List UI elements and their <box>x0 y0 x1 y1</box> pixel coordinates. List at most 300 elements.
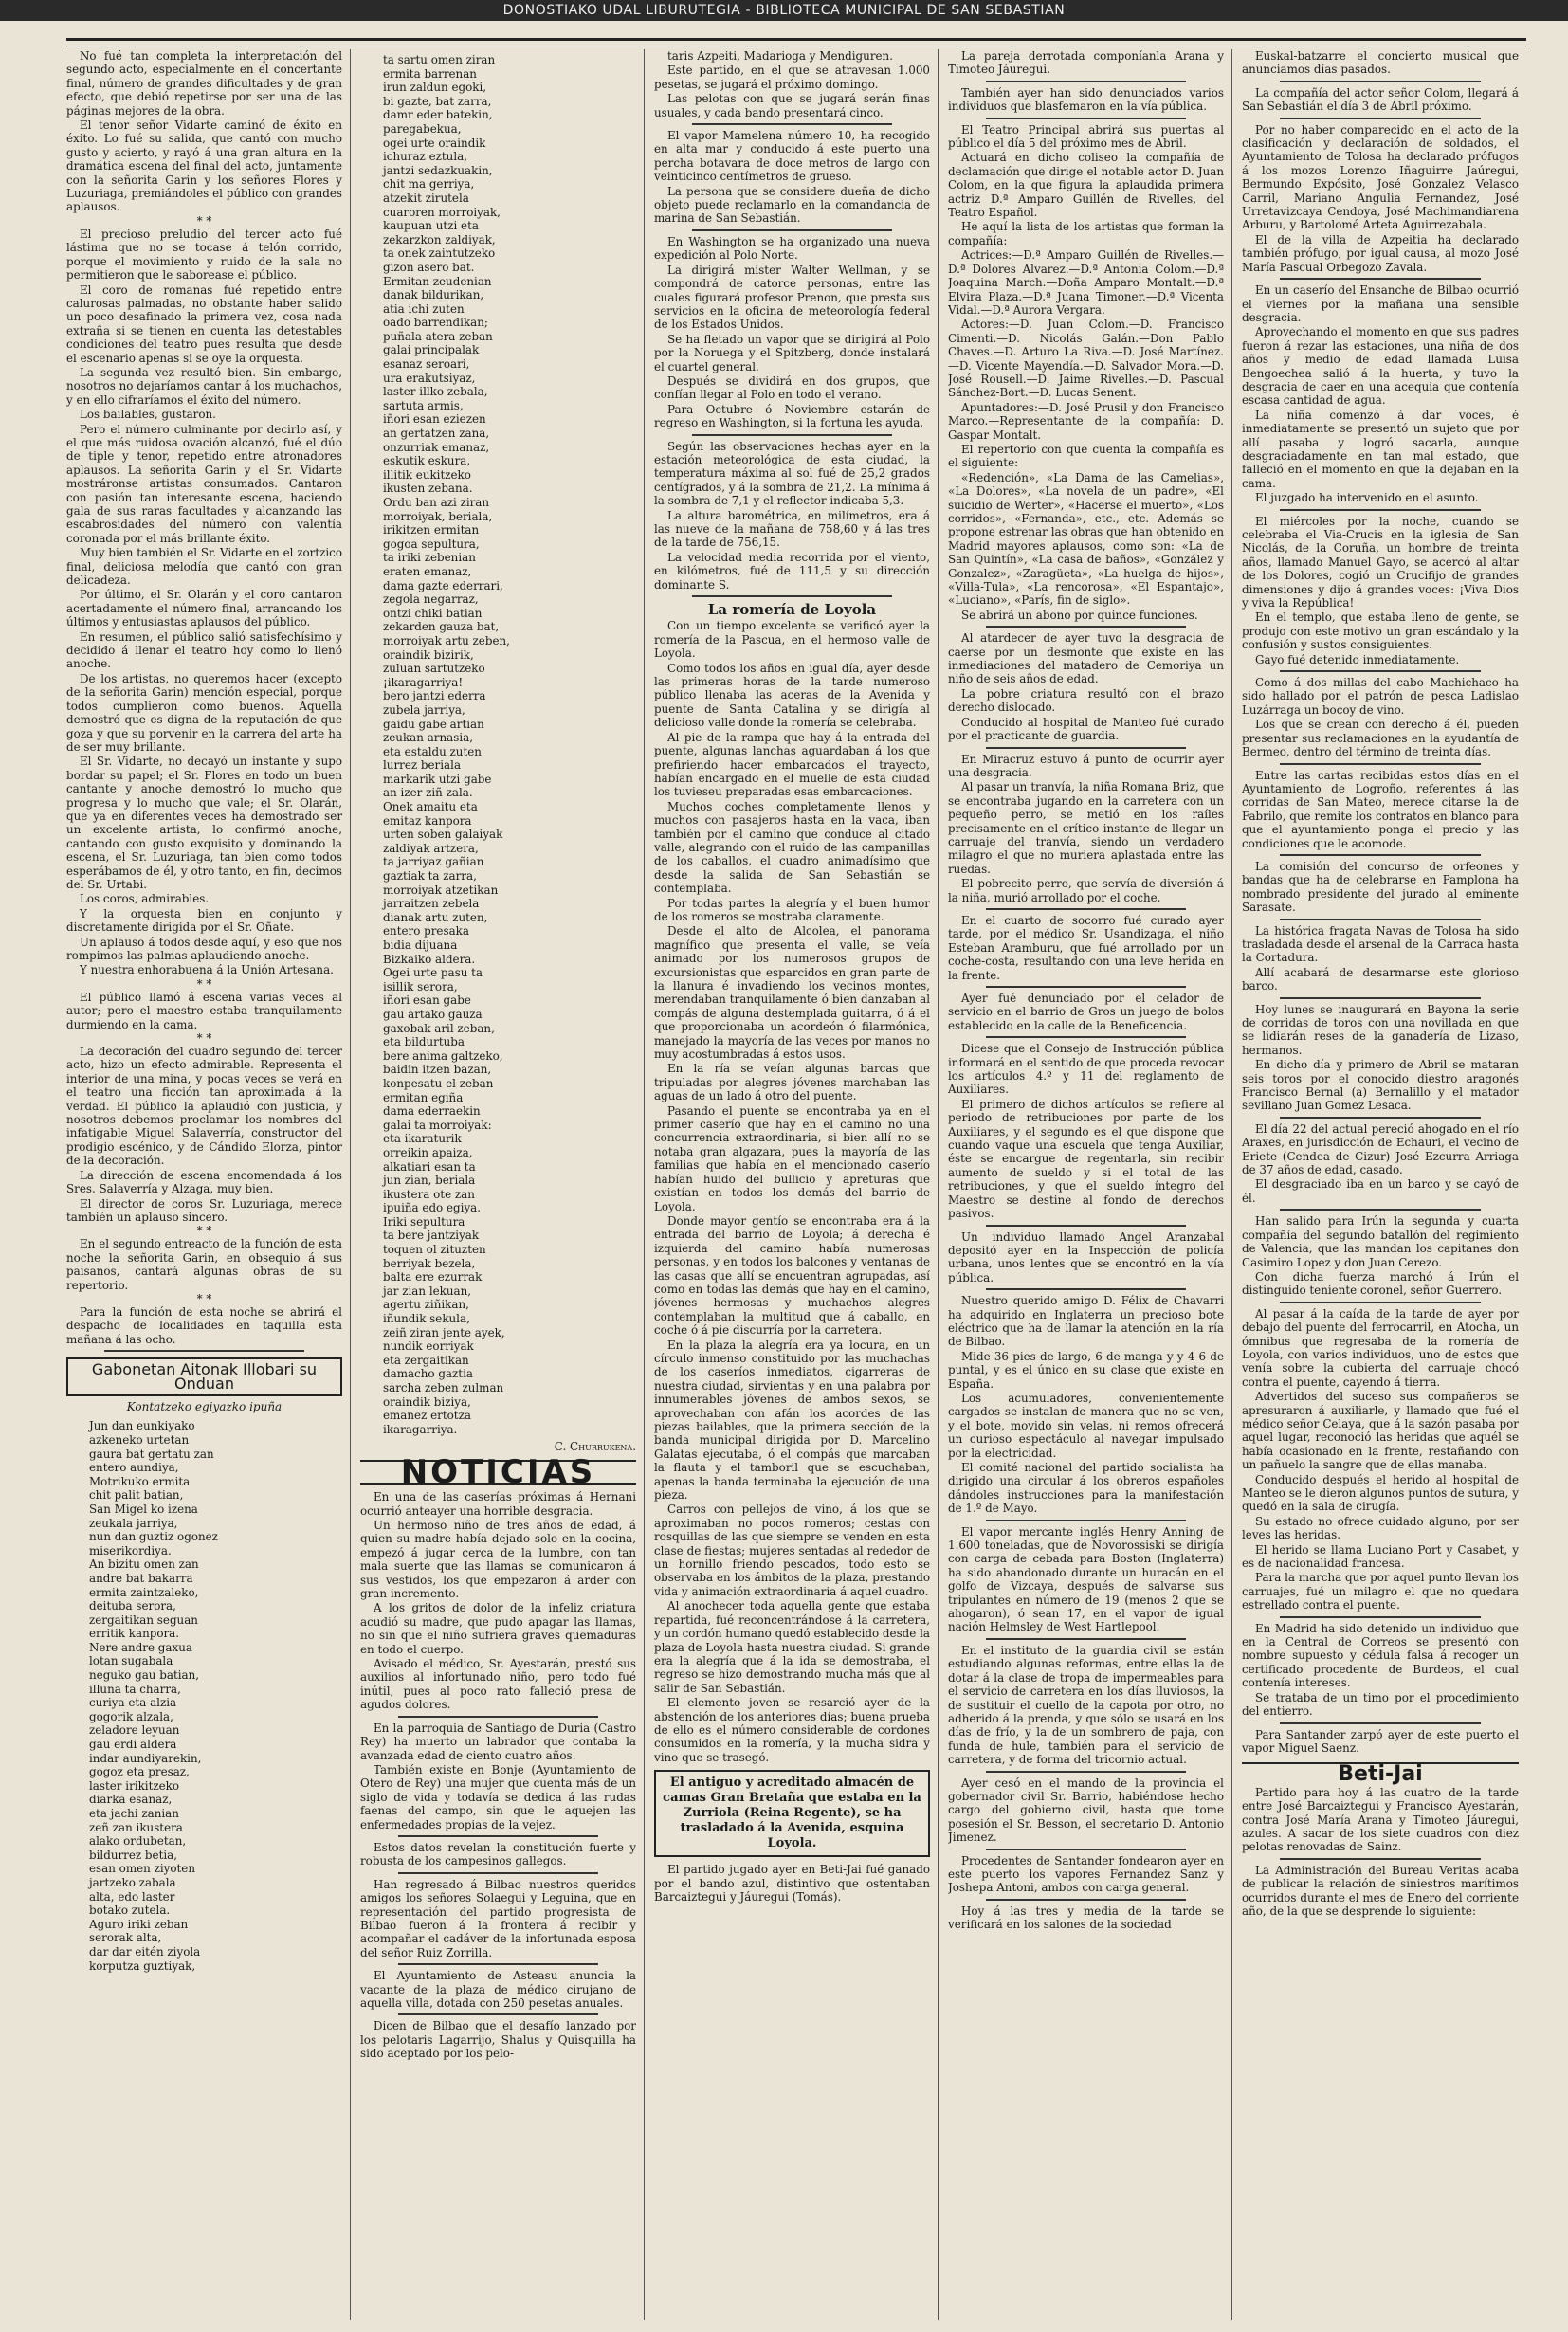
article-paragraph: Partido para hoy á las cuatro de la tarde entre José Barcaiztegui y Francisco Ayestarán, contra José María Arana y Timoteo Jáuregui, azules. A sacar de los siete cuadros con diez pelotas renovadas de Sainz. <box>1242 1785 1519 1854</box>
poem-line: zeukala jarriya, <box>89 1516 178 1530</box>
poem-line: Motrikuko ermita <box>89 1474 191 1488</box>
divider <box>986 1771 1186 1773</box>
article-paragraph: Entre las cartas recibidas estos días en el Ayuntamiento de Logroño, referentes á las corridas de San Mateo, merece citarse la de Fabrilo, que remite los contratos en blanco para que el ayuntamiento ponga el precio y las condiciones que le acomode. <box>1242 768 1519 850</box>
poem-line: gaidu gabe artian <box>383 717 484 731</box>
poem-line: serorak alta, <box>89 1931 162 1945</box>
poem-line: botako zutela. <box>89 1904 171 1918</box>
poem-line: ikaragarriya. <box>383 1422 458 1436</box>
poem-line: alkatiari esan ta <box>383 1159 476 1174</box>
divider <box>692 123 892 125</box>
poem-line: gau artako gauza <box>383 1007 483 1021</box>
column-2[interactable] <box>360 49 645 2320</box>
divider <box>986 1225 1186 1227</box>
article-paragraph: Al anochecer toda aquella gente que estaba repartida, fué reconcentrándose á la carretera, y un cordón humano quedó establecido desde la plaza de Loyola hasta nuestra ciudad. Si grande era la alegría que á la ida se demostraba, el regreso se hizo demostrando mucha más que al salir de San Sebastián. <box>654 1599 930 1695</box>
poem-line: zergaitikan seguan <box>89 1612 198 1627</box>
poem-line: zeladore leyuan <box>89 1723 180 1738</box>
poem-line: iñori esan eziezen <box>383 412 486 427</box>
poem-line: erritik kanpora. <box>89 1627 180 1641</box>
section-separator: * * <box>196 1291 212 1305</box>
article-paragraph: Un aplauso á todos desde aquí, y eso que nos rompimos las palmas aplaudiendo anoche. <box>66 935 342 962</box>
article-paragraph: Un hermoso niño de tres años de edad, á quien su madre había dejado solo en la cocina, empezó á jugar cerca de la lumbre, con tan mala suerte que las llamas se comunicaron á sus vestidos, los que empezaron á arder con gran incremento. <box>360 1519 636 1601</box>
article-paragraph: Para Santander zarpó ayer de este puerto el vapor Miguel Saenz. <box>1242 1727 1519 1755</box>
poem-line: agertu ziñikan, <box>383 1298 469 1312</box>
article-paragraph: Dicese que el Consejo de Instrucción pública informará en el sentido de que proceda revocar los artículos 4.º y 11 del reglamento de Auxiliares. <box>948 1042 1224 1097</box>
poem-block <box>66 1419 342 1973</box>
article-paragraph: También existe en Bonje (Ayuntamiento de Otero de Rey) una mujer que cuenta más de un siglo de vida y todavía se dedica á las rudas faenas del campo, sin que le aquejen las enfermedades propias de la vejez. <box>360 1762 636 1831</box>
top-rule <box>66 38 1526 46</box>
article-paragraph: La dirección de escena encomendada á los Sres. Salaverría y Alzaga, muy bien. <box>66 1168 342 1196</box>
poem-line: ermitan egiña <box>383 1090 464 1104</box>
poem-line: Ordu ban azi ziran <box>383 496 490 509</box>
poem-line: andre bat bakarra <box>89 1571 193 1585</box>
article-paragraph: Se ha fletado un vapor que se dirigirá al Polo por la Noruega y el Spitzberg, donde instalará el cuartel general. <box>654 332 930 373</box>
poem-line: zekarden gauza bat, <box>383 620 500 634</box>
poem-line: Aguro iriki zeban <box>89 1917 189 1931</box>
article-paragraph: La dirigirá mister Walter Wellman, y se compondrá de catorce personas, entre las cuales figurará profesor Prenon, que presta sus servicios en la oficina de meteorología federal de los Estados Unidos. <box>654 263 930 332</box>
divider <box>986 1520 1186 1521</box>
section-separator: * * <box>196 213 212 228</box>
divider <box>1280 854 1481 856</box>
article-paragraph: La velocidad media recorrida por el viento, en kilómetros, fué de 111,5 y su dirección dominante S. <box>654 550 930 592</box>
poem-line: kaupuan utzi eta <box>383 219 479 233</box>
poem-line: puñala atera zeban <box>383 329 493 343</box>
article-paragraph: Como todos los años en igual día, ayer desde las primeras horas de la tarde numeroso público llenaba las aceras de la Avenida y puente de Santa Catalina y se dirigía al delicioso valle donde la romería se celebraba. <box>654 661 930 730</box>
article-paragraph: Ayer cesó en el mando de la provincia el gobernador civil Sr. Barrio, habiéndose hecho cargo del gobierno civil, hasta que tome posesión el Sr. Besson, el secretario D. Antonio Jimenez. <box>948 1776 1224 1845</box>
section-heading-romeria: La romería de Loyola <box>707 601 877 619</box>
article-paragraph: En una de las caserías próximas á Hernani ocurrió anteayer una horrible desgracia. <box>360 1490 636 1518</box>
poem-line: Iriki sepultura <box>383 1214 465 1229</box>
poem-line: zuluan sartutzeko <box>383 662 485 676</box>
poem-line: gogoz eta presaz, <box>89 1765 190 1779</box>
divider <box>1280 1616 1481 1618</box>
divider <box>1280 278 1481 280</box>
poem-line: azkeneko urtetan <box>89 1432 190 1447</box>
poem-line: zeñ zan ikustera <box>89 1820 183 1834</box>
article-paragraph: Muy bien también el Sr. Vidarte en el zortzico final, deliciosa melodía que cantó con gran delicadeza. <box>66 546 342 588</box>
divider <box>986 81 1186 82</box>
poem-line: eskutik eskura, <box>383 454 471 468</box>
poem-line: eta zergaitikan <box>383 1353 469 1367</box>
poem-line: laster irikitzeko <box>89 1778 180 1793</box>
noticias-heading: NOTICIAS <box>360 1460 636 1485</box>
article-paragraph: El precioso preludio del tercer acto fué lástima que no se tocase á telón corrido, porque el movimiento y ruido de la sala no permitieron que le saborease el público. <box>66 227 342 282</box>
article-paragraph: A los gritos de dolor de la infeliz criatura acudió su madre, que pudo apagar las llamas, no sin que el niño sufriera graves quemaduras en todo el cuerpo. <box>360 1601 636 1656</box>
divider <box>1280 919 1481 920</box>
article-paragraph: El Ayuntamiento de Asteasu anuncia la vacante de la plaza de médico cirujano de aquella villa, dotada con 250 pesetas anuales. <box>360 1969 636 2010</box>
poem-line: atia ichi zuten <box>383 301 465 316</box>
article-paragraph: En la parroquia de Santiago de Duria (Castro Rey) ha muerto un labrador que contaba la avanzada edad de ciento cuatro años. <box>360 1721 636 1762</box>
article-paragraph: En un caserío del Ensanche de Bilbao ocurrió el viernes por la mañana una sensible desgracia. <box>1242 283 1519 324</box>
article-paragraph: En el instituto de la guardia civil se están estudiando algunas reformas, entre ellas la de dotar á la clase de tropa de impermeables para el servicio de carretera en los días lluviosos, la de sustituir el cuello de la capota por otro, no adherido á la prenda, y que sólo se usará en los días de frío, y la de un sombrero de paja, con funda de hule, también para el servicio de carretera, y de forma del tricornio actual. <box>948 1643 1224 1767</box>
column-1[interactable] <box>66 49 351 2320</box>
article-paragraph: He aquí la lista de los artistas que forman la compañía: <box>948 220 1224 247</box>
article-paragraph: Por todas partes la alegría y el buen humor de los romeros se mostraba claramente. <box>654 896 930 923</box>
poem-line: markarik utzi gabe <box>383 772 492 786</box>
poem-line: bere anima galtzeko, <box>383 1048 503 1063</box>
article-paragraph: Como á dos millas del cabo Machichaco ha sido hallado por el patrón de pesca Ladislao Luzárraga un bocoy de vino. <box>1242 676 1519 717</box>
article-paragraph: Los que se crean con derecho á él, pueden presentar sus reclamaciones en la ayudantía de Bermeo, dentro del término de treinta días. <box>1242 718 1519 759</box>
article-paragraph: La niña comenzó á dar voces, é inmediatamente se presentó un sujeto que por allí pasaba y logró sacarla, aunque desgraciadamente en tan mal estado, que falleció en el momento en que la dejaban en la cama. <box>1242 408 1519 490</box>
divider <box>986 626 1186 628</box>
poem-line: ermita barrenan <box>383 66 477 81</box>
column-4[interactable] <box>948 49 1232 2320</box>
article-paragraph: El primero de dichos artículos se refiere al periodo de retribuciones por parte de los Auxiliares, y el segundo es el que dispone que cuando vaque una escuela que tenga Auxiliar, éste se encargue de regentarla, sin recibir aumento de sueldo y si el total de las retribuciones, y que el sueldo íntegro del Maestro se destine al fondo de derechos pasivos. <box>948 1097 1224 1221</box>
article-paragraph: La compañía del actor señor Colom, llegará á San Sebastián el día 3 de Abril próximo. <box>1242 85 1519 114</box>
article-paragraph: Pasando el puente se encontraba ya en el primer caserío que hay en el camino no una concurrencia extraordinaria, si bien allí no se notaba gran algazara, pues la mayoría de las familias que había en el mencionado caserío habían huido del bullicio y apreturas que existían en todos los demás del barrio de Loyola. <box>654 1103 930 1213</box>
section-separator: * * <box>196 1031 212 1046</box>
poem-line: indar aundiyarekin, <box>89 1751 202 1765</box>
article-paragraph: El comité nacional del partido socialista ha dirigido una circular á los obreros españoles dándoles instrucciones para la manifestación de 1.º de Mayo. <box>948 1461 1224 1516</box>
article-paragraph: Mide 36 pies de largo, 6 de manga y y 4 6 de puntal, y es el único en su clase que existe en España. <box>948 1349 1224 1391</box>
article-paragraph: El director de coros Sr. Luzuriaga, merece también un aplauso sincero. <box>66 1196 342 1224</box>
article-paragraph: Conducido después el herido al hospital de Manteo se le dieron algunos puntos de sutura, y quedó en la sala de cirugía. <box>1242 1472 1519 1514</box>
article-paragraph: En la plaza la alegría era ya locura, en un círculo inmenso constituido por las muchachas de los caseríos inmediatos, cigarreras de nuestra ciudad, sirvientas y en una palabra por innumerables jóvenes de ambos sexos, se aprovechaban con afán los acordes de las piezas bailables, que la primera sección de la banda municipal dirigida por D. Marcelino Galatas ejecutaba, ó el compás que marcaban la flauta y el tamboril que se escuchaban, apenas la banda terminaba la ejecución de una pieza. <box>654 1338 930 1503</box>
divider <box>1280 1858 1481 1860</box>
divider <box>1280 1117 1481 1119</box>
poem-line: ¡ikaragarriya! <box>383 675 464 689</box>
article-paragraph: Han salido para Irún la segunda y cuarta compañía del segundo batallón del regimiento de Valencia, que las mandan los capitanes don Casimiro Lopez y don Juan Cerezo. <box>1242 1214 1519 1269</box>
poem-line: iñundik sekula, <box>383 1312 470 1326</box>
poem-line: ta bere jantziyak <box>383 1229 480 1243</box>
poem-line: baidin itzen bazan, <box>383 1063 492 1077</box>
divider <box>1280 1302 1481 1303</box>
poem-line: cuaroren morroiyak, <box>383 205 501 219</box>
poem-line: ogei urte oraindik <box>383 136 486 150</box>
poem-line: laster illko zebala, <box>383 385 488 399</box>
poem-line: ta sartu omen ziran <box>383 53 496 66</box>
poem-line: sarcha zeben zulman <box>383 1381 504 1394</box>
divider <box>692 434 892 436</box>
poem-block <box>360 53 636 1436</box>
poem-line: damr eder batekin, <box>383 108 493 122</box>
article-paragraph: En dicho día y primero de Abril se mataran seis toros por el conocido diestro aragonés Francisco Bernal (a) Bernalillo y el matador sevillano Juan Gomez Lesaca. <box>1242 1058 1519 1113</box>
poem-line: zeukan arnasia, <box>383 731 473 745</box>
article-paragraph: La pareja derrotada componíanla Arana y Timoteo Jáuregui. <box>948 49 1224 77</box>
divider <box>398 1872 598 1874</box>
poem-line: gaztiak ta zarra, <box>383 869 477 884</box>
article-paragraph: El repertorio con que cuenta la compañía es el siguiente: <box>948 442 1224 470</box>
poem-line: Nere andre gaxua <box>89 1640 192 1654</box>
article-paragraph: Al pasar á la caída de la tarde de ayer por debajo del puente del ferrocarril, en Atocha, un ómnibus que regresaba de la romería de Loyola, con varios individuos, uno de estos que venía sobre la cubierta del carruaje chocó contra el puente, cayendo á tierra. <box>1242 1306 1519 1389</box>
article-paragraph: En Miracruz estuvo á punto de ocurrir ayer una desgracia. <box>948 752 1224 779</box>
poem-line: morroiyak artu zeben, <box>383 633 510 647</box>
poem-line: lotan sugabala <box>89 1654 173 1668</box>
article-paragraph: En Washington se ha organizado una nueva expedición al Polo Norte. <box>654 234 930 263</box>
poem-line: illitik eukitzeko <box>383 467 471 482</box>
poem-line: nundik eorriyak <box>383 1339 474 1354</box>
poem-line: orreikin apaiza, <box>383 1145 473 1159</box>
poem-line: irikitzen ermitan <box>383 523 480 537</box>
poem-line: eta estaldu zuten <box>383 744 482 758</box>
poem-line: bi gazte, bat zarra, <box>383 94 492 108</box>
article-paragraph: Su estado no ofrece cuidado alguno, por ser leves las heridas. <box>1242 1514 1519 1542</box>
divider <box>104 1350 304 1352</box>
article-paragraph: Estos datos revelan la constitución fuerte y robusta de los campesinos gallegos. <box>360 1840 636 1868</box>
poem-line: emitaz kanpora <box>383 813 472 828</box>
article-paragraph: Pero el número culminante por decirlo así, y el que más ruidosa ovación alcanzó, fué el dúo de tiple y tenor, repetido entre atronadores aplausos. La señorita Garin y el Sr. Vidarte mostráronse artistas consumados. Cantaron con pasión tan interesante escena, haciendo gala de sus raras facultades y alcanzando las escabrosidades del número con valentía coronada por el más brillante éxito. <box>66 422 342 545</box>
article-paragraph: La persona que se considere dueña de dicho objeto puede reclamarlo en la comandancia de marina de San Sebastián. <box>654 184 930 226</box>
article-paragraph: Hoy á las tres y media de la tarde se verificará en los salones de la sociedad <box>948 1904 1224 1932</box>
article-paragraph: Con un tiempo excelente se verificó ayer la romería de la Pascua, en el hermoso valle de Loyola. <box>654 619 930 661</box>
poem-line: zubela jarriya, <box>383 702 465 717</box>
article-paragraph: Hoy lunes se inaugurará en Bayona la serie de corridas de toros con una novillada en que se lidiarán reses de la ganadería de Lizaso, hermanos. <box>1242 1002 1519 1057</box>
article-paragraph: Actuará en dicho coliseo la compañía de declamación que dirige el notable actor D. Juan Colom, en la que figura la aplaudida primera actriz D.ª Amparo Guillén de Rivelles, del Teatro Español. <box>948 151 1224 220</box>
divider <box>986 118 1186 119</box>
article-paragraph: Los coros, admirables. <box>80 892 210 906</box>
divider <box>398 1963 598 1965</box>
divider <box>986 1899 1186 1901</box>
poem-line: eta jachi zanian <box>89 1807 179 1820</box>
poem-line: ermita zaintzaleko, <box>89 1585 199 1599</box>
poem-line: gaura bat gertatu zan <box>89 1447 214 1461</box>
article-paragraph: El partido jugado ayer en Beti-Jai fué ganado por el bando azul, distintivo que ostentaban Barcaiztegui y Jáuregui (Tomás). <box>654 1863 930 1904</box>
poem-line: bidia dijuana <box>383 938 458 952</box>
poem-line: miserikordiya. <box>89 1543 172 1558</box>
article-paragraph: Aprovechando el momento en que sus padres fueron á rezar las estaciones, una niña de dos años y medio de edad llamada Luisa Bengoechea salió á la huerta, y tuvo la desgracia de caer en una acequia que contenía escasa cantidad de agua. <box>1242 325 1519 408</box>
poem-line: gogorik alzala, <box>89 1709 173 1723</box>
article-paragraph: Se abrirá un abono por quince funciones. <box>961 608 1198 622</box>
article-paragraph: Procedentes de Santander fondearon ayer en este puerto los vapores Fernandez Sanz y Joshepa Antoni, ambos con carga general. <box>948 1853 1224 1895</box>
advertisement-box: El antiguo y acreditado almacén de camas Gran Bretaña que estaba en la Zurriola (Reina Regente), se ha trasladado á la Avenida, esquina Loyola. <box>654 1770 930 1857</box>
poem-line: entero aundiya, <box>89 1461 179 1475</box>
poem-line: oraindik biziya, <box>383 1394 471 1409</box>
article-paragraph: En Madrid ha sido detenido un individuo que en la Central de Correos se presentó con nombre supuesto y cédula falsa á recoger un certificado procedente de Burdeos, el cual contenía intereses. <box>1242 1621 1519 1690</box>
article-paragraph: Por último, el Sr. Olarán y el coro cantaron acertadamente el número final, arrancando los últimos y entusiastas aplausos del público. <box>66 588 342 629</box>
article-paragraph: El público llamó á escena varias veces al autor; pero el maestro estaba tranquilamente durmiendo en la cama. <box>66 990 342 1031</box>
article-paragraph: El miércoles por la noche, cuando se celebraba el Via-Crucis en la iglesia de San Nicolás, de la Coruña, un hombre de treinta años, llamado Manuel Gayo, se acercó al altar de los Dolores, cogió un Crucifijo de grandes dimensiones y dijo á grandes voces: ¡Viva Dios y viva la República! <box>1242 514 1519 610</box>
poem-line: toquen ol zituzten <box>383 1243 486 1257</box>
divider <box>398 2013 598 2015</box>
section-separator: * * <box>196 1224 212 1238</box>
poem-line: jar zian lekuan, <box>383 1284 472 1298</box>
article-paragraph: Este partido, en el que se atravesan 1.000 pesetas, se jugará el próximo domingo. <box>654 64 930 91</box>
column-3[interactable] <box>654 49 939 2320</box>
poem-line: ta jarriyaz gañian <box>383 855 484 869</box>
article-paragraph: En el cuarto de socorro fué curado ayer tarde, por el médico Sr. Usandizaga, el niño Esteban Aramburu, que fué arrollado por un coche-costa, resultando con una leve herida en la frente. <box>948 913 1224 982</box>
article-paragraph: «Redención», «La Dama de las Camelias», «La Dolores», «La novela de un padre», «El suicidio de Werter», «Hacerse el muerto», «Los corridos», «Fernanda», etc., etc. Además se propone estrenar las obras que han obtenido en Madrid mayores aplausos, como son: «La de San Quintín», «La casa de baños», «González y Gonzalez», «Zaragüeta», «La huelga de hijos», «Villa-Tula», «La rencorosa», «El Espantajo», «Luciano», «París, fin de siglo». <box>948 470 1224 608</box>
article-paragraph: El pobrecito perro, que servía de diversión á la niña, murió arrollado por el coche. <box>948 877 1224 904</box>
poem-line: jun zian, beriala <box>383 1174 476 1188</box>
article-paragraph: Según las observaciones hechas ayer en la estación meteorológica de esta ciudad, la temperatura máxima al sol fué de 25,2 grados centígrados, y á la sombra de 21,2. La mínima á la sombra de 7,1 y el reflector indicaba 5,3. <box>654 439 930 508</box>
divider <box>1280 763 1481 765</box>
article-paragraph: Por no haber comparecido en el acto de la clasificación y declaración de soldados, el Ayuntamiento de Tolosa ha declarado prófugos á los mozos Lorenzo Iñaguirre Jaúregui, Bermundo Expósito, José Gonzalez Velasco Carril, Mariano Angulia Fernandez, José Urretavizcaya Cendoya, José Machimandiarena Arburu, y Bartolomé Arteta Aguirrezabala. <box>1242 122 1519 232</box>
poem-line: ipuiña edo egiya. <box>383 1201 482 1215</box>
article-paragraph: Al atardecer de ayer tuvo la desgracia de caerse por un desmonte que existe en las inmediaciones del matadero de Cemoriya un niño de seis años de edad. <box>948 631 1224 686</box>
article-paragraph: La segunda vez resultó bien. Sin embargo, nosotros no dejaríamos cantar á los muchachos, y en ello cifraríamos el éxito del número. <box>66 365 342 407</box>
poem-signature: C. Churrukena. <box>554 1440 636 1454</box>
column-5[interactable] <box>1242 49 1526 2320</box>
article-paragraph: En el templo, que estaba lleno de gente, se produjo con este motivo un gran escándalo y la confusión y sustos consiguientes. <box>1242 610 1519 652</box>
poem-line: esan omen ziyoten <box>89 1862 195 1876</box>
article-paragraph: El tenor señor Vidarte caminó de éxito en éxito. Lo fué su salida, que cantó con mucho gusto y acierto, y rayó á una gran altura en la dramática escena del final del acto, juntamente con la señorita Garin y los señores Flores y Luzuriaga, premiándoles el público con grandes aplausos. <box>66 118 342 214</box>
poem-line: curiya eta alzia <box>89 1696 177 1710</box>
poem-line: an gertatzen zana, <box>383 427 490 441</box>
article-paragraph: El juzgado ha intervenido en el asunto. <box>1255 491 1479 505</box>
divider <box>986 1036 1186 1038</box>
poem-line: balta ere ezurrak <box>383 1270 483 1284</box>
poem-line: ikusten zebana. <box>383 482 473 496</box>
poem-line: ta onek zaintutzeko <box>383 246 496 261</box>
article-paragraph: Actrices:—D.ª Amparo Guillén de Rivelles.—D.ª Dolores Alvarez.—D.ª Antonia Colom.—D.ª Joaquina March.—Doña Amparo Montalt.—D.ª Elvira Plaza.—D.ª Juana Timoner.—D.ª Vicenta Vidal.—D.ª Aurora Vergara. <box>948 248 1224 317</box>
poem-line: bero jantzi ederra <box>383 689 486 703</box>
article-paragraph: El vapor mercante inglés Henry Anning de 1.600 toneladas, que de Novorossiski se dirigía con carga de cebada para Boston (Inglaterra) ha sido abandonado durante un huracán en el golfo de Vizcaya, después de salvarse sus tripulantes en número de 19 (menos 2 que se ahogaron), ó sean 17, en el vapor de igual nación Helmsley de West Hartlepool. <box>948 1524 1224 1634</box>
divider <box>986 908 1186 910</box>
beti-jai-heading: Beti-Jai <box>1242 1762 1519 1781</box>
divider <box>692 595 892 597</box>
article-paragraph: Muchos coches completamente llenos y muchos con pasajeros hasta en la vaca, iban también por el camino que conduce al citado valle, alegrando con el ruido de las campanillas de los caballos, el cuadro animadísimo que desde la salida de San Sebastián se contemplaba. <box>654 799 930 896</box>
poem-line: berriyak bezela, <box>383 1256 476 1270</box>
article-paragraph: El herido se llama Luciano Port y Casabet, y es de nacionalidad francesa. <box>1242 1542 1519 1571</box>
article-paragraph: La decoración del cuadro segundo del tercer acto, hizo un efecto admirable. Representa el interior de una mina, y pocas veces se verá en el teatro una ficción tan aproximada á la verdad. El público la aplaudió con justicia, y nosotros debemos proclamar los nombres del infatigable Miguel Salaverría, constructor del prodigio escénico, y de Cándido Elorza, pintor de la decoración. <box>66 1045 342 1168</box>
article-paragraph: El de la villa de Azpeitia ha declarado también prófugo, por igual causa, al mozo José María Pascual Orbegozo Zavala. <box>1242 232 1519 274</box>
article-paragraph: Después se dividirá en dos grupos, que confían llegar al Polo en todo el verano. <box>654 373 930 402</box>
article-paragraph: Al pasar un tranvía, la niña Romana Briz, que se encontraba jugando en la carretera con un pequeño perro, se metió en los raíles precisamente en el crítico instante de llegar un carruaje del tranvía, siendo un verdadero milagro el que no muriera aplastada entre las ruedas. <box>948 780 1224 876</box>
poem-line: iñori esan gabe <box>383 993 471 1008</box>
poem-line: gaxobak aril zeban, <box>383 1021 495 1035</box>
poem-line: korputza guztiyak, <box>89 1959 196 1973</box>
article-paragraph: Para Octubre ó Noviembre estarán de regreso en Washington, si la fortuna les ayuda. <box>654 402 930 430</box>
divider <box>986 1288 1186 1290</box>
poem-line: chit palit batian, <box>89 1488 184 1503</box>
poem-line: zaldiyak artzera, <box>383 841 479 855</box>
poem-line: damacho gaztia <box>383 1367 473 1381</box>
article-paragraph: Para la función de esta noche se abrirá el despacho de localidades en taquilla esta mañana á las ocho. <box>66 1304 342 1346</box>
poem-line: konpesatu el zeban <box>383 1076 494 1090</box>
divider <box>986 1849 1186 1850</box>
poem-line: Onek amaitu eta <box>383 800 478 814</box>
poem-line: ta iriki zebenian <box>383 551 476 565</box>
divider <box>1280 1209 1481 1211</box>
poem-line: zeiñ ziran jente ayek, <box>383 1325 505 1339</box>
poem-line: San Migel ko izena <box>89 1502 198 1516</box>
poem-line: onzurriak emanaz, <box>383 440 490 454</box>
poem-line: neguko gau batian, <box>89 1668 200 1683</box>
poem-line: morroiyak, beriala, <box>383 509 493 523</box>
poem-line: isillik serora, <box>383 979 458 993</box>
article-paragraph: Se trataba de un timo por el procedimiento del entierro. <box>1242 1690 1519 1719</box>
article-paragraph: El elemento joven se resarció ayer de la abstención de los anteriores días; buena prueba de ello es el número considerable de cordones consumidos en la romería, y la mucha sidra y vino que se trasegó. <box>654 1696 930 1764</box>
article-paragraph: La Administración del Bureau Veritas acaba de publicar la relación de siniestros marítimos ocurridos durante el mes de Enero del corriente año, de la que se desprende lo siguiente: <box>1242 1863 1519 1918</box>
article-paragraph: De los artistas, no queremos hacer (excepto de la señorita Garin) mención especial, porque todos cumplieron como buenos. Aquella demostró que es digna de la reputación de que goza y que su porvenir en la carrera del arte ha de ser muy brillante. <box>66 671 342 754</box>
poem-line: sartuta armis, <box>383 398 464 412</box>
article-paragraph: Allí acabará de desarmarse este glorioso barco. <box>1242 965 1519 993</box>
article-paragraph: No fué tan completa la interpretación del segundo acto, especialmente en el concertante final, número de grandes dificultades y de gran efecto, que debió repetirse por ser una de las páginas mejores de la obra. <box>66 49 342 118</box>
poem-line: danak bildurikan, <box>383 288 484 302</box>
article-paragraph: Nuestro querido amigo D. Félix de Chavarri ha adquirido en Inglaterra un precioso bote eléctrico que ha de llamar la atención en la ría de Bilbao. <box>948 1294 1224 1349</box>
poem-line: lurrez beriala <box>383 758 462 773</box>
article-paragraph: Las pelotas con que se jugará serán finas usuales, y cada bando presentará cinco. <box>654 92 930 119</box>
article-paragraph: taris Azpeiti, Madarioga y Mendiguren. <box>667 49 893 63</box>
poem-line: dianak artu zuten, <box>383 910 488 924</box>
article-paragraph: La pobre criatura resultó con el brazo derecho dislocado. <box>948 686 1224 715</box>
poem-line: atzekit zirutela <box>383 191 469 205</box>
poem-line: nun dan guztiz ogonez <box>89 1530 218 1544</box>
divider <box>986 986 1186 988</box>
poem-line: deituba serora, <box>89 1599 176 1613</box>
article-paragraph: Y nuestra enhorabuena á la Unión Artesana. <box>80 963 334 977</box>
divider <box>1280 670 1481 672</box>
poem-line: paregabekua, <box>383 121 462 136</box>
article-paragraph: También ayer han sido denunciados varios individuos que blasfemaron en la vía pública. <box>948 85 1224 114</box>
article-paragraph: Con dicha fuerza marchó á Irún el distinguido teniente coronel, señor Guerrero. <box>1242 1269 1519 1298</box>
poem-line: esanaz seroari, <box>383 357 470 372</box>
poem-line: gizon asero bat. <box>383 260 475 274</box>
article-paragraph: En resumen, el público salió satisfechísimo y decidido á llenar el teatro hoy como lo llenó anoche. <box>66 629 342 671</box>
divider <box>692 229 892 231</box>
poem-line: eta bildurtuba <box>383 1035 465 1049</box>
poem-line: An bizitu omen zan <box>89 1558 199 1572</box>
article-paragraph: Desde el alto de Alcolea, el panorama magnífico que presenta el valle, se veía animado por los numerosos grupos de excursionistas que esparcidos en gran parte de la llanura é invadiendo los vecinos montes, merendaban tranquilamente ó bien danzaban al compás de alguna destemplada guitarra, ó á el que proporcionaba un acordeón ó filarmónica, manejado la mayoría de las veces por manos no muy acostumbradas á estos usos. <box>654 924 930 1062</box>
poem-line: bildurrez betia, <box>89 1848 178 1862</box>
divider <box>1280 81 1481 82</box>
article-paragraph: Ayer fué denunciado por el celador de servicio en el barrio de Gros un juego de bolos establecido en la calle de la Beneficencia. <box>948 992 1224 1032</box>
article-paragraph: Los bailables, gustaron. <box>80 408 216 422</box>
poem-line: gogoa sepultura, <box>383 537 480 551</box>
article-paragraph: Gayo fué detenido inmediatamente. <box>1255 652 1460 666</box>
article-paragraph: Euskal-batzarre el concierto musical que anunciamos días pasados. <box>1242 49 1519 77</box>
article-paragraph: El Sr. Vidarte, no decayó un instante y supo bordar su papel; el Sr. Flores en todo un buen cantante y anoche demostró lo mucho que progresa y lo mucho que vale; el Sr. Olarán, que ya en diferentes veces ha demostrado ser un excelente artista, lo confirmó anoche, cantando con gusto exquisito y dominando la escena, el Sr. Luzuriaga, tan bien como todos esperábamos de él, y otro tanto, en fin, decimos del Sr. Urtabi. <box>66 755 342 891</box>
poem-line: entero presaka <box>383 924 469 938</box>
newspaper-page <box>66 49 1526 2320</box>
article-paragraph: Para la marcha que por aquel punto llevan los carruajes, fué un milagro el que no quedara estrellado contra el puente. <box>1242 1571 1519 1612</box>
article-paragraph: Al pie de la rampa que hay á la entrada del puente, algunas lanchas aguardaban á los que prefiriendo hacer embarcados el trayecto, habían encargado en el muelle de esta ciudad los tuvieseu preparadas esas embarcaciones. <box>654 730 930 799</box>
poem-line: zegola negarraz, <box>383 592 479 607</box>
poem-line: an izer ziñ zala. <box>383 786 473 800</box>
poem-line: jarraitzen zebela <box>383 897 480 911</box>
poem-line: Jun dan eunkiyako <box>89 1419 195 1433</box>
poem-subtitle: Kontatzeko egiyazko ipuña <box>126 1399 283 1413</box>
article-paragraph: La comisión del concurso de orfeones y bandas que ha de celebrarse en Pamplona ha nombrado presidente del jurado al eminente Sarasate. <box>1242 859 1519 915</box>
poem-line: Ogei urte pasu ta <box>383 966 483 980</box>
article-paragraph: Los acumuladores, convenientemente cargados se instalan de manera que no se ven, y el bote, movido sin velas, ni remos ofrecerá un curioso espectáculo al navegar impulsado por la electricidad. <box>948 1391 1224 1460</box>
poem-line: emanez ertotza <box>383 1409 471 1423</box>
article-paragraph: En la ría se veían algunas barcas que tripuladas por alegres jóvenes marchaban las aguas de un lado á otro del puente. <box>654 1062 930 1103</box>
article-paragraph: Conducido al hospital de Manteo fué curado por el practicante de guardia. <box>948 715 1224 743</box>
article-paragraph: Actores:—D. Juan Colom.—D. Francisco Cimenti.—D. Nicolás Galán.—Don Pablo Chaves.—D. Arturo La Riva.—D. José Martínez.—D. Vicente Mayendía.—D. Salvador Mora.—D. José Rousell.—D. Jaime Rivelles.—D. Pascual Sánchez-Bort.—D. Lucas Senent. <box>948 318 1224 400</box>
divider <box>986 1638 1186 1640</box>
poem-line: irun zaldun egoki, <box>383 81 487 95</box>
library-banner: DONOSTIAKO UDAL LIBURUTEGIA - BIBLIOTECA MUNICIPAL DE SAN SEBASTIAN <box>0 0 1568 21</box>
poem-line: chit ma gerriya, <box>383 177 475 191</box>
article-paragraph: Donde mayor gentío se encontraba era á la entrada del barrio de Loyola; á derecha é izquierda del camino había numerosas personas, y en todos los balcones y ventanas de las casas que allí se encuentran agrupadas, así como en todas las demás que hay en el camino, jóvenes hermosas y muchachos alegres contemplaban la multitud que á caballo, en coche ó á pie discurría por la carretera. <box>654 1213 930 1338</box>
poem-line: oraindik bizirik, <box>383 647 474 662</box>
poem-line: galai ta morroiyak: <box>383 1118 492 1132</box>
article-paragraph: El Teatro Principal abrirá sus puertas al público el día 5 del próximo mes de Abril. <box>948 122 1224 151</box>
poem-line: morroiyak atzetikan <box>383 883 499 897</box>
poem-line: galai principalak <box>383 343 480 357</box>
article-paragraph: Un individuo llamado Angel Aranzabal depositó ayer en la Inspección de policía urbana, unos lentes que se encontró en la vía pública. <box>948 1230 1224 1284</box>
divider <box>1280 118 1481 119</box>
poem-line: ichuraz eztula, <box>383 150 468 164</box>
divider <box>398 1835 598 1837</box>
article-paragraph: El coro de romanas fué repetido entre calurosas palmadas, no obstante haber salido un poco desafinado la primera vez, cosa nada extraña si se tienen en cuenta las detestables condiciones del teatro pues resulta que desde el escenario apenas si se oye la orquesta. <box>66 282 342 365</box>
poem-line: ikustera ote zan <box>383 1187 475 1201</box>
poem-line: dama ederraekin <box>383 1104 481 1119</box>
divider <box>986 747 1186 749</box>
poem-line: illuna ta charra, <box>89 1682 181 1696</box>
article-paragraph: El vapor Mamelena número 10, ha recogido en alta mar y conducido á este puerto una percha botavara de doce metros de largo con veinticinco centímetros de grueso. <box>654 129 930 184</box>
poem-line: jartzeko zabala <box>89 1875 176 1889</box>
poem-line: ura erakutsiyaz, <box>383 371 476 385</box>
poem-line: urten soben galaiyak <box>383 828 503 842</box>
article-paragraph: El desgraciado iba en un barco y se cayó de él. <box>1242 1177 1519 1205</box>
article-paragraph: Advertidos del suceso sus compañeros se apresuraron á auxiliarle, y llamado que fué el médico señor Celaya, que á la sazón pasaba por aquel lugar, reconoció las heridas que aquél se había ocasionado en la frente, restañando con un pañuelo la sangre que de ellas manaba. <box>1242 1390 1519 1472</box>
article-paragraph: En el segundo entreacto de la función de esta noche la señorita Garin, en obsequio á sus paisanos, cantará algunas obras de su repertorio. <box>66 1237 342 1292</box>
poem-line: ontzi chiki batian <box>383 606 483 620</box>
article-paragraph: Carros con pellejos de vino, á los que se aproximaban no pocos romeros; cestas con rosquillas de las que siempre se venden en esta clase de fiestas; mujeres sentadas al rededor de un hornillo friendo pescados, todo esto se observaba en los ámbitos de la plaza, prestando vida y animación extraordinaria á aquel cuadro. <box>654 1503 930 1598</box>
article-paragraph: La histórica fragata Navas de Tolosa ha sido trasladada desde el arsenal de la Carraca hasta la Cortadura. <box>1242 923 1519 965</box>
poem-line: Bizkaiko aldera. <box>383 952 476 966</box>
